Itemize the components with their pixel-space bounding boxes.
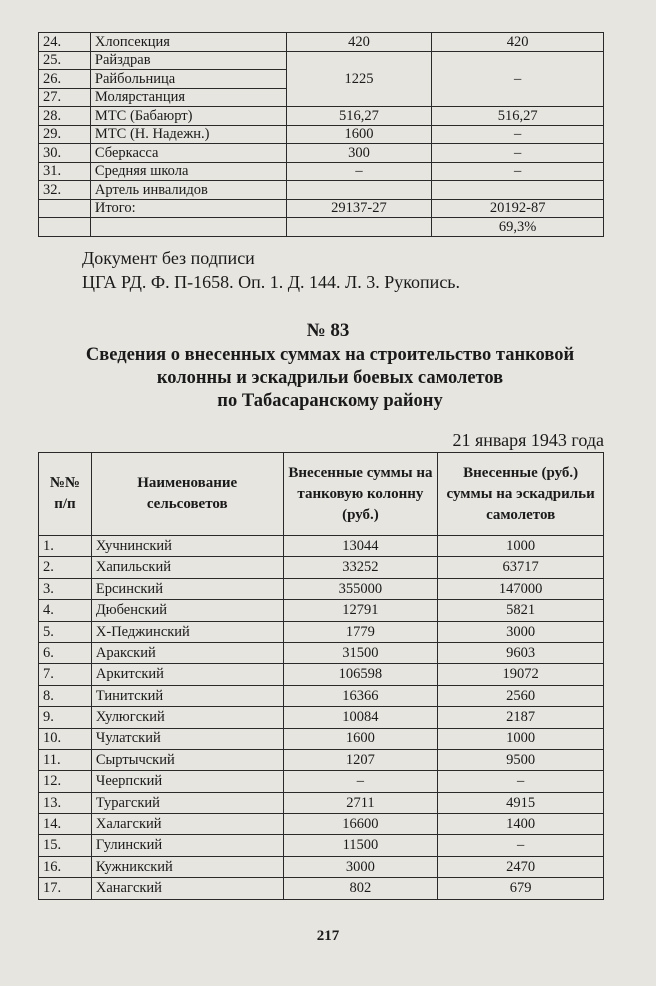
squadron-sum: 4915 <box>438 792 604 813</box>
squadron-sum: 19072 <box>438 664 604 685</box>
council-name: Турагский <box>91 792 283 813</box>
table-row <box>39 557 604 578</box>
tank-sum: 1207 <box>283 749 438 770</box>
squadron-sum: – <box>438 835 604 856</box>
row-number: 14. <box>39 814 92 835</box>
squadron-sum: 3000 <box>438 621 604 642</box>
total-label: Итого: <box>90 199 286 218</box>
row-number: 12. <box>39 771 92 792</box>
table-row <box>39 749 604 770</box>
tank-sum: 33252 <box>283 557 438 578</box>
tank-sum: 1779 <box>283 621 438 642</box>
sums-table-body <box>39 536 604 900</box>
table-row <box>39 814 604 835</box>
squadron-sum: 147000 <box>438 578 604 599</box>
document-date: 21 января 1943 года <box>452 430 604 450</box>
table-row <box>39 856 604 877</box>
council-name: Дюбенский <box>91 600 283 621</box>
amount-pledged: – <box>286 162 432 181</box>
table-row <box>39 107 604 126</box>
row-number: 29. <box>39 125 91 144</box>
row-number: 10. <box>39 728 92 749</box>
squadron-sum: 5821 <box>438 600 604 621</box>
table-row <box>39 144 604 163</box>
org-name: Райздрав <box>90 51 286 70</box>
squadron-sum: 1000 <box>438 728 604 749</box>
percent-row <box>39 218 604 237</box>
table-row <box>39 771 604 792</box>
table-row <box>39 707 604 728</box>
row-number: 28. <box>39 107 91 126</box>
tank-sum: 1600 <box>283 728 438 749</box>
tank-sum: 12791 <box>283 600 438 621</box>
amount-paid <box>432 181 604 200</box>
table-row <box>39 181 604 200</box>
council-name: Сыртычский <box>91 749 283 770</box>
amount-paid: – <box>432 125 604 144</box>
row-number: 5. <box>39 621 92 642</box>
table-row <box>39 162 604 181</box>
tank-sum: 31500 <box>283 642 438 663</box>
unsigned-note: Документ без подписи <box>82 248 255 268</box>
squadron-sum: 9500 <box>438 749 604 770</box>
amount-paid: 516,27 <box>432 107 604 126</box>
council-name: Хапильский <box>91 557 283 578</box>
squadron-sum: – <box>438 771 604 792</box>
org-name: Молярстанция <box>90 88 286 107</box>
tank-sum: 802 <box>283 878 438 899</box>
council-name: Чеерпский <box>91 771 283 792</box>
tank-sum: 16366 <box>283 685 438 706</box>
row-number: 4. <box>39 600 92 621</box>
total-row <box>39 199 604 218</box>
squadron-sum: 679 <box>438 878 604 899</box>
table-row <box>39 33 604 52</box>
row-number: 15. <box>39 835 92 856</box>
tank-sum: 10084 <box>283 707 438 728</box>
amount-pledged: 1600 <box>286 125 432 144</box>
squadron-sum: 2560 <box>438 685 604 706</box>
row-number: 17. <box>39 878 92 899</box>
squadron-sum: 2470 <box>438 856 604 877</box>
amount-pledged: 516,27 <box>286 107 432 126</box>
council-name: Хулюгский <box>91 707 283 728</box>
row-number: 8. <box>39 685 92 706</box>
org-name: МТС (Н. Надежн.) <box>90 125 286 144</box>
amount-pledged: 300 <box>286 144 432 163</box>
table-row <box>39 600 604 621</box>
row-number: 31. <box>39 162 91 181</box>
tank-sum: 16600 <box>283 814 438 835</box>
title-line: Сведения о внесенных суммах на строительство танковой <box>85 345 575 365</box>
tank-sum: 3000 <box>283 856 438 877</box>
archive-reference: ЦГА РД. Ф. П-1658. Оп. 1. Д. 144. Л. 3. Рукопись. <box>82 272 461 292</box>
table-row <box>39 51 604 70</box>
header-name: Наименование сельсоветов <box>91 453 283 536</box>
page-number: 217 <box>316 928 340 944</box>
header-tank: Внесенные суммы на танковую колонну (руб.) <box>283 453 438 536</box>
row-number: 16. <box>39 856 92 877</box>
council-name: Чулатский <box>91 728 283 749</box>
amount-pledged: 420 <box>286 33 432 52</box>
table-row <box>39 835 604 856</box>
squadron-sum: 1000 <box>438 536 604 557</box>
council-name: Аркитский <box>91 664 283 685</box>
table-row <box>39 878 604 899</box>
amount-paid: – <box>432 144 604 163</box>
amount-paid: 420 <box>432 33 604 52</box>
council-name: Х-Педжинский <box>91 621 283 642</box>
table-row <box>39 685 604 706</box>
row-number: 13. <box>39 792 92 813</box>
header-squadron: Внесенные (руб.) суммы на эскадрильи самолетов <box>438 453 604 536</box>
row-number: 30. <box>39 144 91 163</box>
table-row <box>39 642 604 663</box>
org-name: Райбольница <box>90 70 286 89</box>
title-line: колонны и эскадрильи боевых самолетов <box>156 368 504 388</box>
table-header-row <box>39 453 604 536</box>
council-name: Халагский <box>91 814 283 835</box>
council-name: Гулинский <box>91 835 283 856</box>
tank-sum: – <box>283 771 438 792</box>
council-name: Ханагский <box>91 878 283 899</box>
contributions-table-continued <box>38 32 604 237</box>
table-row <box>39 664 604 685</box>
document-number: № 83 <box>306 320 350 341</box>
org-name: Хлопсекция <box>90 33 286 52</box>
council-name: Кужникский <box>91 856 283 877</box>
tank-sum: 355000 <box>283 578 438 599</box>
table-row <box>39 125 604 144</box>
table-row <box>39 578 604 599</box>
row-number: 26. <box>39 70 91 89</box>
row-number: 11. <box>39 749 92 770</box>
amount-paid: – <box>432 162 604 181</box>
percent-value: 69,3% <box>432 218 604 237</box>
amount-paid-merged: – <box>432 51 604 107</box>
amount-pledged-merged: 1225 <box>286 51 432 107</box>
table-row <box>39 536 604 557</box>
row-number: 32. <box>39 181 91 200</box>
tank-sum: 106598 <box>283 664 438 685</box>
row-number: 6. <box>39 642 92 663</box>
org-name: МТС (Бабаюрт) <box>90 107 286 126</box>
row-number: 1. <box>39 536 92 557</box>
tank-sum: 13044 <box>283 536 438 557</box>
table-row <box>39 621 604 642</box>
council-name: Аракский <box>91 642 283 663</box>
row-number: 24. <box>39 33 91 52</box>
total-pledged: 29137-27 <box>286 199 432 218</box>
org-name: Сберкасса <box>90 144 286 163</box>
row-number: 2. <box>39 557 92 578</box>
council-name: Ерсинский <box>91 578 283 599</box>
total-paid: 20192-87 <box>432 199 604 218</box>
table-row <box>39 792 604 813</box>
tank-sum: 2711 <box>283 792 438 813</box>
amount-pledged <box>286 181 432 200</box>
org-name: Средняя школа <box>90 162 286 181</box>
squadron-sum: 63717 <box>438 557 604 578</box>
row-number: 25. <box>39 51 91 70</box>
title-line: по Табасаранскому району <box>217 391 443 411</box>
squadron-sum: 9603 <box>438 642 604 663</box>
squadron-sum: 2187 <box>438 707 604 728</box>
row-number: 7. <box>39 664 92 685</box>
row-number: 9. <box>39 707 92 728</box>
council-name: Хучнинский <box>91 536 283 557</box>
tank-sum: 11500 <box>283 835 438 856</box>
squadron-sum: 1400 <box>438 814 604 835</box>
table-row <box>39 728 604 749</box>
header-number: №№ п/п <box>39 453 92 536</box>
document-title <box>40 344 620 413</box>
sums-table <box>38 452 604 900</box>
org-name: Артель инвалидов <box>90 181 286 200</box>
council-name: Тинитский <box>91 685 283 706</box>
row-number: 27. <box>39 88 91 107</box>
row-number: 3. <box>39 578 92 599</box>
